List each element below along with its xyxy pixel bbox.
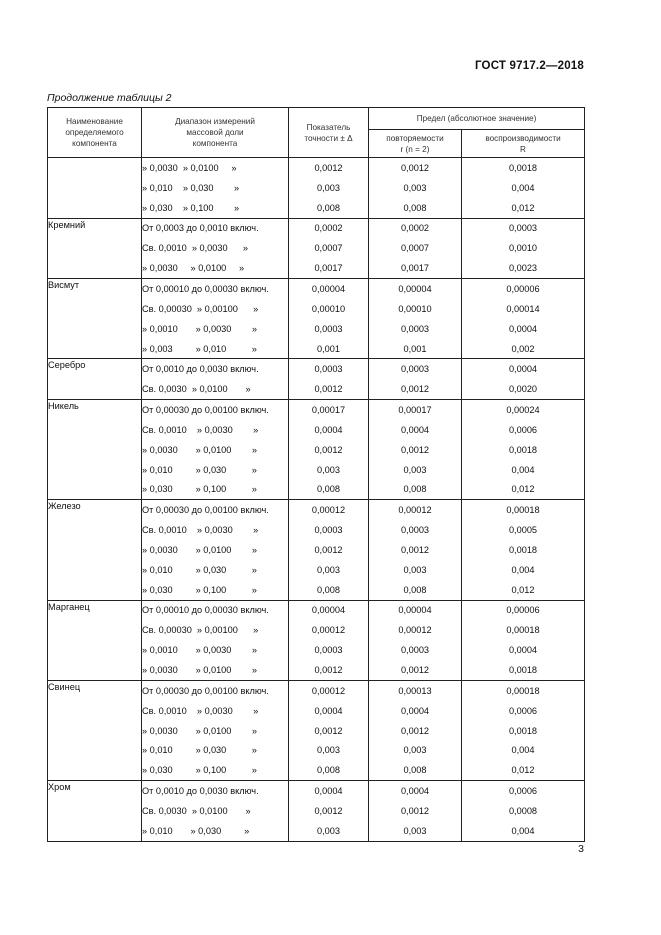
- range-cell: От 0,00010 до 0,00030 включ.: [142, 600, 289, 620]
- component-name-cell: Висмут: [48, 279, 142, 299]
- accuracy-cell: 0,00004: [289, 279, 369, 299]
- accuracy-cell: 0,0012: [289, 379, 369, 399]
- reproducibility-cell: 0,00006: [462, 600, 585, 620]
- range-cell: » 0,0030 » 0,0100 »: [142, 440, 289, 460]
- accuracy-cell: 0,0012: [289, 801, 369, 821]
- range-cell: Св. 0,0010 » 0,0030 »: [142, 520, 289, 540]
- accuracy-cell: 0,0004: [289, 701, 369, 721]
- reproducibility-cell: 0,0010: [462, 238, 585, 258]
- component-name-cell: [48, 620, 142, 640]
- reproducibility-cell: 0,0023: [462, 258, 585, 278]
- reproducibility-cell: 0,0018: [462, 721, 585, 741]
- repeatability-cell: 0,008: [369, 760, 462, 780]
- component-name-cell: [48, 319, 142, 339]
- range-cell: Св. 0,00030 » 0,00100 »: [142, 299, 289, 319]
- repeatability-cell: 0,008: [369, 480, 462, 500]
- accuracy-cell: 0,0012: [289, 660, 369, 680]
- range-cell: Св. 0,0010 » 0,0030 »: [142, 238, 289, 258]
- accuracy-cell: 0,003: [289, 740, 369, 760]
- accuracy-cell: 0,0003: [289, 319, 369, 339]
- reproducibility-cell: 0,0006: [462, 781, 585, 801]
- repeatability-cell: 0,003: [369, 821, 462, 841]
- repeatability-cell: 0,003: [369, 460, 462, 480]
- reproducibility-cell: 0,012: [462, 480, 585, 500]
- reproducibility-cell: 0,0018: [462, 158, 585, 178]
- range-cell: » 0,0010 » 0,0030 »: [142, 319, 289, 339]
- component-name-cell: [48, 480, 142, 500]
- repeatability-cell: 0,0017: [369, 258, 462, 278]
- component-name-cell: Железо: [48, 500, 142, 520]
- table-row: [48, 238, 585, 258]
- range-cell: » 0,0030 » 0,0100 »: [142, 721, 289, 741]
- component-name-cell: [48, 440, 142, 460]
- reproducibility-cell: 0,004: [462, 821, 585, 841]
- table-row: [48, 560, 585, 580]
- reproducibility-cell: 0,0018: [462, 660, 585, 680]
- accuracy-cell: 0,0003: [289, 520, 369, 540]
- range-cell: » 0,010 » 0,030 »: [142, 460, 289, 480]
- table-row: [48, 420, 585, 440]
- component-name-cell: [48, 560, 142, 580]
- component-name-cell: [48, 721, 142, 741]
- repeatability-cell: 0,0012: [369, 158, 462, 178]
- accuracy-cell: 0,0017: [289, 258, 369, 278]
- accuracy-cell: 0,00012: [289, 500, 369, 520]
- table-row: [48, 580, 585, 600]
- component-name-cell: Серебро: [48, 359, 142, 379]
- header-accuracy: [289, 108, 369, 158]
- range-cell: » 0,003 » 0,010 »: [142, 339, 289, 359]
- table-row: [48, 440, 585, 460]
- reproducibility-cell: 0,00006: [462, 279, 585, 299]
- header-repeatability: [369, 130, 462, 158]
- component-name-cell: [48, 339, 142, 359]
- repeatability-cell: 0,00010: [369, 299, 462, 319]
- range-cell: От 0,00030 до 0,00100 включ.: [142, 680, 289, 700]
- component-name-cell: [48, 420, 142, 440]
- table-caption: Продолжение таблицы 2: [47, 92, 172, 104]
- table-row: [48, 299, 585, 319]
- accuracy-cell: 0,00012: [289, 680, 369, 700]
- component-name-cell: Никель: [48, 400, 142, 420]
- table-body: [48, 158, 585, 842]
- reproducibility-cell: 0,0004: [462, 640, 585, 660]
- repeatability-cell: 0,0004: [369, 420, 462, 440]
- reproducibility-cell: 0,00018: [462, 680, 585, 700]
- component-name-cell: Свинец: [48, 680, 142, 700]
- table-row: [48, 379, 585, 399]
- reproducibility-cell: 0,0004: [462, 319, 585, 339]
- accuracy-cell: 0,0012: [289, 440, 369, 460]
- accuracy-cell: 0,003: [289, 178, 369, 198]
- table-row: [48, 600, 585, 620]
- header-range: [142, 108, 289, 158]
- table-row: [48, 740, 585, 760]
- repeatability-cell: 0,00013: [369, 680, 462, 700]
- accuracy-cell: 0,0007: [289, 238, 369, 258]
- reproducibility-cell: 0,012: [462, 760, 585, 780]
- repeatability-cell: 0,0004: [369, 781, 462, 801]
- repeatability-cell: 0,00012: [369, 620, 462, 640]
- accuracy-cell: 0,0012: [289, 540, 369, 560]
- header-range-text: Диапазон измерений массовой доли компонента: [175, 117, 255, 148]
- accuracy-cell: 0,001: [289, 339, 369, 359]
- range-cell: От 0,00030 до 0,00100 включ.: [142, 400, 289, 420]
- component-name-cell: [48, 740, 142, 760]
- range-cell: » 0,010 » 0,030 »: [142, 821, 289, 841]
- table-row: [48, 640, 585, 660]
- repeatability-cell: 0,003: [369, 740, 462, 760]
- accuracy-cell: 0,003: [289, 460, 369, 480]
- component-name-cell: [48, 520, 142, 540]
- repeatability-cell: 0,001: [369, 339, 462, 359]
- reproducibility-cell: 0,012: [462, 580, 585, 600]
- range-cell: От 0,0010 до 0,0030 включ.: [142, 781, 289, 801]
- component-name-cell: [48, 540, 142, 560]
- reproducibility-cell: 0,004: [462, 178, 585, 198]
- accuracy-cell: 0,00017: [289, 400, 369, 420]
- table-row: [48, 400, 585, 420]
- reproducibility-cell: 0,00024: [462, 400, 585, 420]
- table-row: [48, 279, 585, 299]
- table-row: [48, 339, 585, 359]
- component-name-cell: [48, 580, 142, 600]
- range-cell: От 0,00030 до 0,00100 включ.: [142, 500, 289, 520]
- header-component-text: Наименование определяемого компонента: [65, 117, 124, 148]
- header-reproducibility-text: воспроизводимости R: [485, 133, 561, 154]
- range-cell: От 0,00010 до 0,00030 включ.: [142, 279, 289, 299]
- accuracy-cell: 0,008: [289, 580, 369, 600]
- range-cell: От 0,0003 до 0,0010 включ.: [142, 218, 289, 238]
- repeatability-cell: 0,0004: [369, 701, 462, 721]
- header-accuracy-text: Показатель точности ± Δ: [304, 122, 353, 143]
- range-cell: » 0,030 » 0,100 »: [142, 580, 289, 600]
- accuracy-cell: 0,0002: [289, 218, 369, 238]
- repeatability-cell: 0,00004: [369, 600, 462, 620]
- repeatability-cell: 0,0012: [369, 660, 462, 680]
- reproducibility-cell: 0,0006: [462, 701, 585, 721]
- reproducibility-cell: 0,00014: [462, 299, 585, 319]
- table-row: [48, 218, 585, 238]
- table-row: [48, 680, 585, 700]
- reproducibility-cell: 0,0018: [462, 440, 585, 460]
- accuracy-cell: 0,0003: [289, 359, 369, 379]
- accuracy-cell: 0,00004: [289, 600, 369, 620]
- component-name-cell: [48, 460, 142, 480]
- range-cell: Св. 0,00030 » 0,00100 »: [142, 620, 289, 640]
- range-cell: » 0,010 » 0,030 »: [142, 178, 289, 198]
- table-row: [48, 500, 585, 520]
- repeatability-cell: 0,0007: [369, 238, 462, 258]
- reproducibility-cell: 0,0020: [462, 379, 585, 399]
- accuracy-cell: 0,003: [289, 560, 369, 580]
- table-row: [48, 660, 585, 680]
- repeatability-cell: 0,0012: [369, 440, 462, 460]
- table-row: [48, 620, 585, 640]
- reproducibility-cell: 0,0003: [462, 218, 585, 238]
- table-row: [48, 520, 585, 540]
- accuracy-cell: 0,008: [289, 480, 369, 500]
- range-cell: » 0,030 » 0,100 »: [142, 760, 289, 780]
- table-row: [48, 198, 585, 218]
- reproducibility-cell: 0,0008: [462, 801, 585, 821]
- component-name-cell: [48, 660, 142, 680]
- reproducibility-cell: 0,0018: [462, 540, 585, 560]
- range-cell: От 0,0010 до 0,0030 включ.: [142, 359, 289, 379]
- accuracy-cell: 0,0004: [289, 420, 369, 440]
- component-name-cell: [48, 801, 142, 821]
- reproducibility-cell: 0,00018: [462, 500, 585, 520]
- component-name-cell: Кремний: [48, 218, 142, 238]
- repeatability-cell: 0,008: [369, 580, 462, 600]
- table-row: [48, 319, 585, 339]
- repeatability-cell: 0,00017: [369, 400, 462, 420]
- range-cell: Св. 0,0030 » 0,0100 »: [142, 379, 289, 399]
- accuracy-cell: 0,0012: [289, 158, 369, 178]
- table-row: [48, 760, 585, 780]
- reproducibility-cell: 0,004: [462, 740, 585, 760]
- accuracy-cell: 0,008: [289, 198, 369, 218]
- reproducibility-cell: 0,0006: [462, 420, 585, 440]
- repeatability-cell: 0,003: [369, 178, 462, 198]
- reproducibility-cell: 0,004: [462, 460, 585, 480]
- repeatability-cell: 0,003: [369, 560, 462, 580]
- repeatability-cell: 0,00004: [369, 279, 462, 299]
- document-code: ГОСТ 9717.2—2018: [474, 60, 584, 72]
- range-cell: » 0,0030 » 0,0100 »: [142, 540, 289, 560]
- range-cell: » 0,0010 » 0,0030 »: [142, 640, 289, 660]
- table-row: [48, 178, 585, 198]
- accuracy-cell: 0,003: [289, 821, 369, 841]
- accuracy-cell: 0,0004: [289, 781, 369, 801]
- table-row: [48, 460, 585, 480]
- component-name-cell: [48, 178, 142, 198]
- range-cell: Св. 0,0010 » 0,0030 »: [142, 701, 289, 721]
- component-name-cell: Хром: [48, 781, 142, 801]
- range-cell: » 0,010 » 0,030 »: [142, 560, 289, 580]
- range-cell: » 0,0030 » 0,0100 »: [142, 158, 289, 178]
- accuracy-cell: 0,0012: [289, 721, 369, 741]
- repeatability-cell: 0,0003: [369, 520, 462, 540]
- repeatability-cell: 0,008: [369, 198, 462, 218]
- repeatability-cell: 0,0012: [369, 540, 462, 560]
- table-row: [48, 258, 585, 278]
- reproducibility-cell: 0,0004: [462, 359, 585, 379]
- header-limit: [369, 108, 585, 130]
- table-row: [48, 701, 585, 721]
- reproducibility-cell: 0,00018: [462, 620, 585, 640]
- reproducibility-cell: 0,004: [462, 560, 585, 580]
- repeatability-cell: 0,0012: [369, 379, 462, 399]
- range-cell: » 0,010 » 0,030 »: [142, 740, 289, 760]
- accuracy-cell: 0,00012: [289, 620, 369, 640]
- range-cell: » 0,0030 » 0,0100 »: [142, 660, 289, 680]
- repeatability-cell: 0,0012: [369, 801, 462, 821]
- component-name-cell: [48, 258, 142, 278]
- repeatability-cell: 0,0003: [369, 359, 462, 379]
- accuracy-cell: 0,0003: [289, 640, 369, 660]
- reproducibility-cell: 0,012: [462, 198, 585, 218]
- component-name-cell: [48, 198, 142, 218]
- reproducibility-cell: 0,0005: [462, 520, 585, 540]
- table-row: [48, 801, 585, 821]
- range-cell: Св. 0,0030 » 0,0100 »: [142, 801, 289, 821]
- range-cell: Св. 0,0010 » 0,0030 »: [142, 420, 289, 440]
- table-row: [48, 721, 585, 741]
- component-name-cell: [48, 158, 142, 178]
- repeatability-cell: 0,00012: [369, 500, 462, 520]
- repeatability-cell: 0,0012: [369, 721, 462, 741]
- accuracy-cell: 0,008: [289, 760, 369, 780]
- repeatability-cell: 0,0003: [369, 319, 462, 339]
- page-number: 3: [578, 843, 584, 855]
- component-name-cell: [48, 821, 142, 841]
- component-name-cell: [48, 760, 142, 780]
- table-row: [48, 540, 585, 560]
- table-row: [48, 158, 585, 178]
- header-reproducibility: [462, 130, 585, 158]
- header-limit-text: Предел (абсолютное значение): [416, 114, 537, 123]
- repeatability-cell: 0,0003: [369, 640, 462, 660]
- header-repeatability-text: повторяемости r (n = 2): [386, 133, 444, 154]
- component-name-cell: [48, 701, 142, 721]
- component-name-cell: [48, 299, 142, 319]
- component-name-cell: [48, 379, 142, 399]
- header-component: [48, 108, 142, 158]
- repeatability-cell: 0,0002: [369, 218, 462, 238]
- component-name-cell: Марганец: [48, 600, 142, 620]
- component-name-cell: [48, 238, 142, 258]
- reproducibility-cell: 0,002: [462, 339, 585, 359]
- range-cell: » 0,0030 » 0,0100 »: [142, 258, 289, 278]
- accuracy-cell: 0,00010: [289, 299, 369, 319]
- range-cell: » 0,030 » 0,100 »: [142, 198, 289, 218]
- table-row: [48, 821, 585, 841]
- table-row: [48, 781, 585, 801]
- table-row: [48, 480, 585, 500]
- component-name-cell: [48, 640, 142, 660]
- range-cell: » 0,030 » 0,100 »: [142, 480, 289, 500]
- table-row: [48, 359, 585, 379]
- data-table: [47, 107, 585, 842]
